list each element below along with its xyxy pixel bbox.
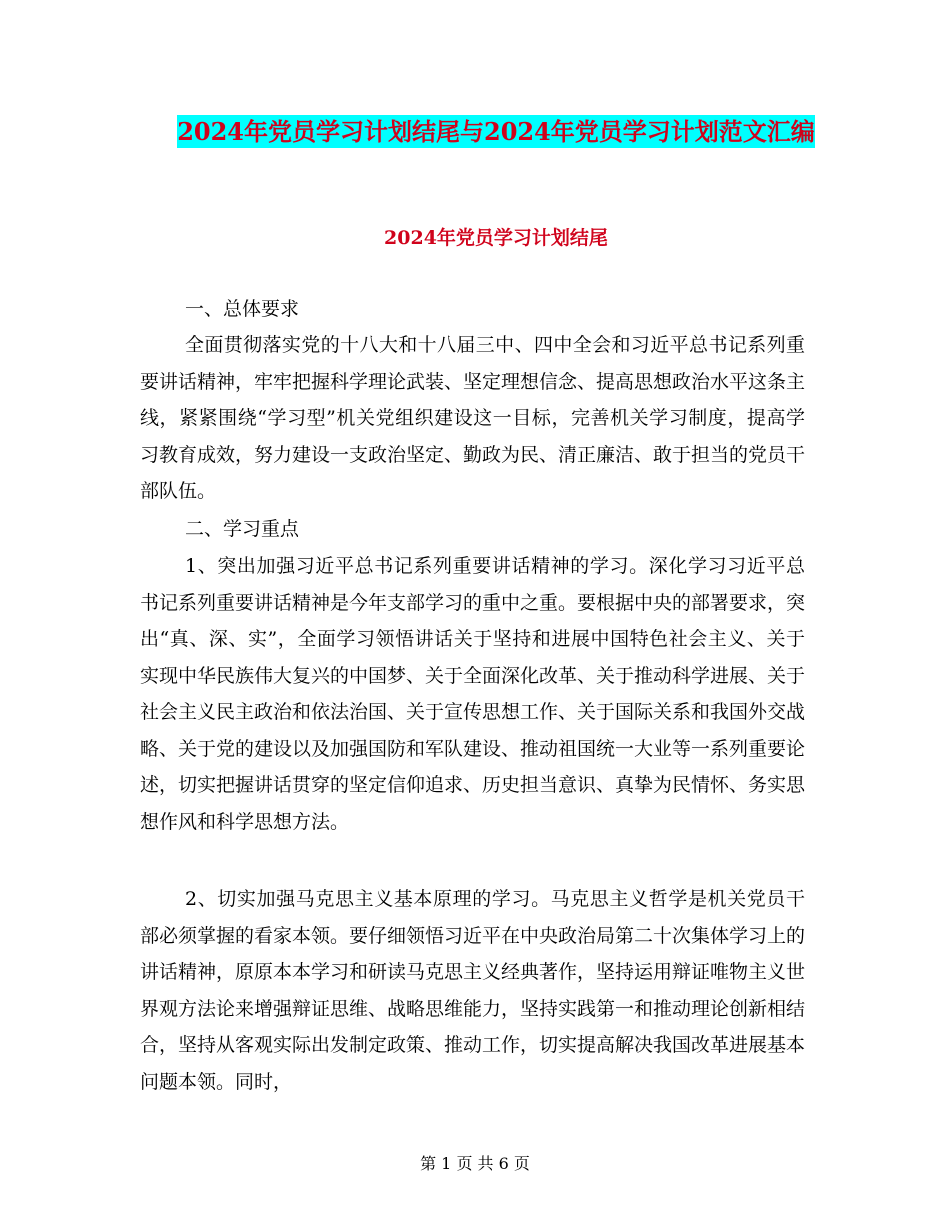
heading-study-focus: 二、学习重点: [185, 518, 300, 540]
document-title: [140, 108, 852, 155]
page-footer: 第 1 页 共 6 页: [420, 1154, 530, 1173]
document-title-text: 2024年党员学习计划结尾与2024年党员学习计划范文汇编: [177, 117, 815, 146]
paragraph-study-focus-2: 2、切实加强马克思主义基本原理的学习。马克思主义哲学是机关党员干部必须掌握的看家本领。要仔细领悟习近平在中央政治局第二十次集体学习上的讲话精神，原原本本学习和研读马克思主义经典著作，坚持运用辩证唯物主义世界观方法论来增强辩证思维、战略思维能力，坚持实践第一和推动理论创新相结合，坚持从客观实际出发制定政策、推动工作，切实提高解决我国改革进展基本问题本领。同时，: [140, 888, 806, 1093]
section-title: 2024年党员学习计划结尾: [384, 227, 608, 249]
paragraph-general-requirements: 全面贯彻落实党的十八大和十八届三中、四中全会和习近平总书记系列重要讲话精神，牢牢把握科学理论武装、坚定理想信念、提高思想政治水平这条主线，紧紧围绕“学习型”机关党组织建设这一目标，完善机关学习制度，提高学习教育成效，努力建设一支政治坚定、勤政为民、清正廉洁、敢于担当的党员干部队伍。: [140, 334, 806, 502]
paragraph-study-focus-1: 1、突出加强习近平总书记系列重要讲话精神的学习。深化学习习近平总书记系列重要讲话精神是今年支部学习的重中之重。要根据中央的部署要求，突出“真、深、实”，全面学习领悟讲话关于坚持和进展中国特色社会主义、关于实现中华民族伟大复兴的中国梦、关于全面深化改革、关于推动科学进展、关于社会主义民主政治和依法治国、关于宣传思想工作、关于国际关系和我国外交战略、关于党的建设以及加强国防和军队建设、推动祖国统一大业等一系列重要论述，切实把握讲话贯穿的坚定信仰追求、历史担当意识、真挚为民情怀、务实思想作风和科学思想方法。: [140, 555, 806, 833]
heading-general-requirements: 一、总体要求: [185, 298, 300, 320]
